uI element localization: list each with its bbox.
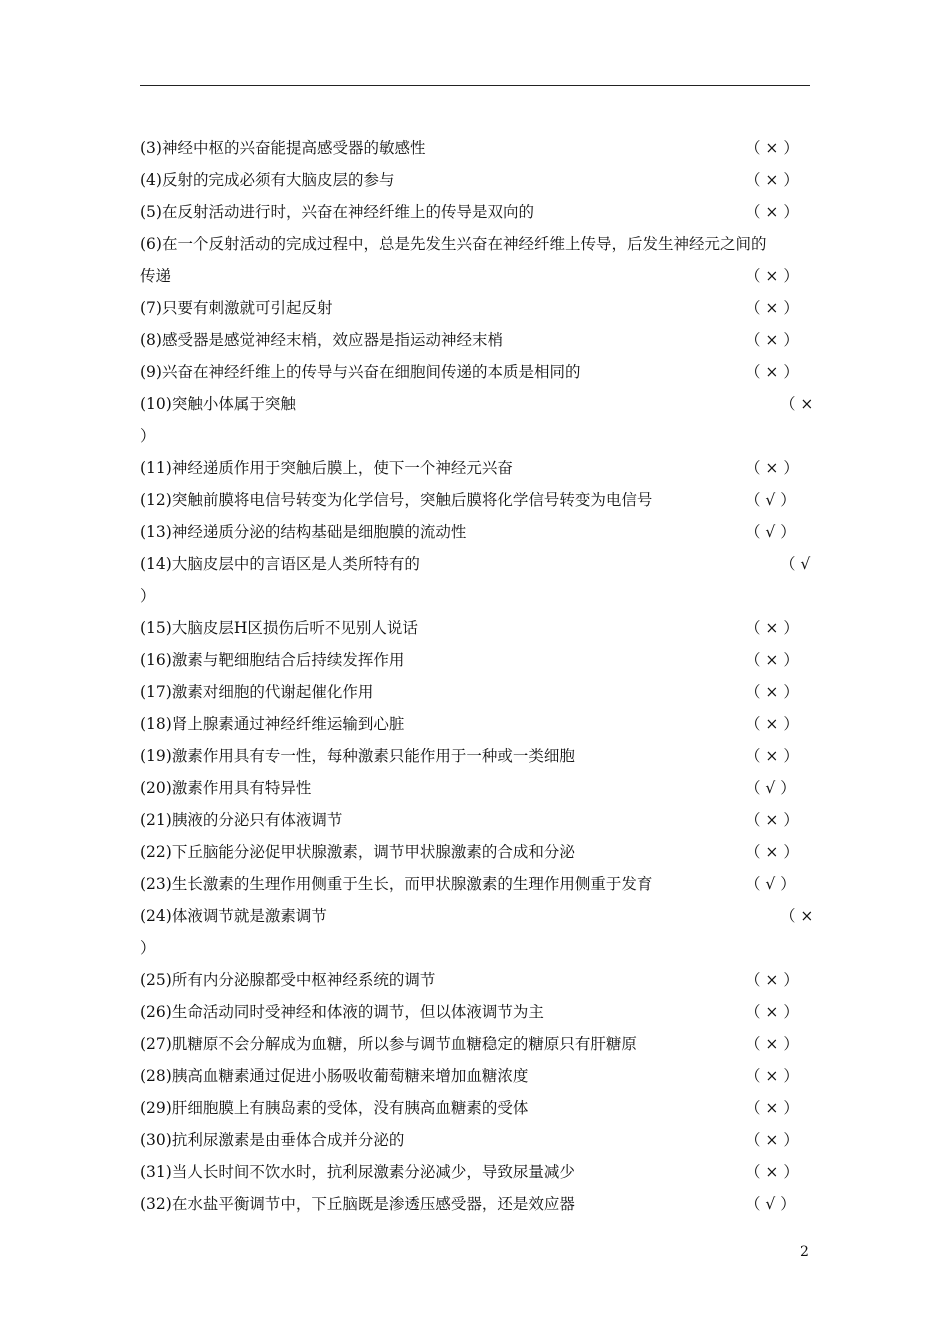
answer-mark: （ × ） — [745, 459, 799, 477]
statement-text: ） — [140, 587, 156, 605]
statement-text: (22)下丘脑能分泌促甲状腺激素，调节甲状腺激素的合成和分泌 — [140, 843, 575, 861]
answer-mark: （ √ ） — [745, 779, 796, 797]
statement-text: (14)大脑皮层中的言语区是人类所特有的 — [140, 555, 420, 573]
statement-text: (24)体液调节就是激素调节 — [140, 907, 327, 925]
statement-text: (25)所有内分泌腺都受中枢神经系统的调节 — [140, 971, 436, 989]
statement-line — [140, 1092, 810, 1124]
statement-text: (9)兴奋在神经纤维上的传导与兴奋在细胞间传递的本质是相同的 — [140, 363, 581, 381]
statement-text: (17)激素对细胞的代谢起催化作用 — [140, 683, 374, 701]
statement-text: (4)反射的完成必须有大脑皮层的参与 — [140, 171, 395, 189]
answer-mark: （ × ） — [745, 139, 799, 157]
answer-mark: （ × ） — [745, 203, 799, 221]
answer-mark: （ × ） — [745, 1067, 799, 1085]
statement-line — [140, 644, 810, 676]
statement-line — [140, 868, 810, 900]
answer-mark: （ × ） — [745, 299, 799, 317]
statement-line — [140, 228, 810, 260]
statement-line — [140, 708, 810, 740]
statement-line — [140, 740, 810, 772]
answer-mark: （ × ） — [745, 171, 799, 189]
answer-mark: （ × ） — [745, 683, 799, 701]
statement-line — [140, 1124, 810, 1156]
statement-line — [140, 324, 810, 356]
statement-line — [140, 1156, 810, 1188]
answer-mark: （ × ） — [745, 811, 799, 829]
statement-text: (27)肌糖原不会分解成为血糖，所以参与调节血糖稳定的糖原只有肝糖原 — [140, 1035, 637, 1053]
statement-line — [140, 420, 810, 452]
header-rule — [140, 85, 810, 86]
answer-mark: （ × ） — [745, 331, 799, 349]
statement-line — [140, 548, 810, 580]
statement-line — [140, 164, 810, 196]
answer-mark: （ × ） — [745, 715, 799, 733]
statement-text: (10)突触小体属于突触 — [140, 395, 296, 413]
statement-text: ） — [140, 427, 156, 445]
statement-text: (26)生命活动同时受神经和体液的调节，但以体液调节为主 — [140, 1003, 544, 1021]
answer-mark: （ √ ） — [745, 1195, 796, 1213]
statement-text: (30)抗利尿激素是由垂体合成并分泌的 — [140, 1131, 405, 1149]
statement-line — [140, 772, 810, 804]
answer-mark: （ × — [780, 395, 814, 413]
statement-text: (6)在一个反射活动的完成过程中，总是先发生兴奋在神经纤维上传导，后发生神经元之间的 — [140, 235, 767, 253]
statement-text: (3)神经中枢的兴奋能提高感受器的敏感性 — [140, 139, 426, 157]
statement-text: (12)突触前膜将电信号转变为化学信号，突触后膜将化学信号转变为电信号 — [140, 491, 653, 509]
answer-mark: （ × ） — [745, 1035, 799, 1053]
page-number: 2 — [800, 1244, 809, 1260]
statement-line — [140, 612, 810, 644]
statement-text: (8)感受器是感觉神经末梢，效应器是指运动神经末梢 — [140, 331, 503, 349]
statement-text: (32)在水盐平衡调节中，下丘脑既是渗透压感受器，还是效应器 — [140, 1195, 575, 1213]
statement-line — [140, 676, 810, 708]
statement-line — [140, 804, 810, 836]
answer-mark: （ √ ） — [745, 491, 796, 509]
statement-text: (11)神经递质作用于突触后膜上，使下一个神经元兴奋 — [140, 459, 513, 477]
answer-mark: （ × ） — [745, 1131, 799, 1149]
answer-mark: （ × ） — [745, 1099, 799, 1117]
statement-line — [140, 900, 814, 932]
statement-line — [140, 932, 810, 964]
statement-line — [140, 1188, 810, 1220]
statement-line — [140, 996, 810, 1028]
statement-line — [140, 1060, 810, 1092]
statement-text: (21)胰液的分泌只有体液调节 — [140, 811, 343, 829]
statement-line — [140, 388, 814, 420]
statement-line — [140, 196, 810, 228]
statement-text: (5)在反射活动进行时，兴奋在神经纤维上的传导是双向的 — [140, 203, 534, 221]
statement-line — [140, 1028, 810, 1060]
statement-line — [140, 836, 810, 868]
statement-line — [140, 580, 810, 612]
answer-mark: （ × ） — [745, 619, 799, 637]
answer-mark: （ × ） — [745, 1163, 799, 1181]
statement-line — [140, 452, 810, 484]
statement-text: (16)激素与靶细胞结合后持续发挥作用 — [140, 651, 405, 669]
statement-text: ） — [140, 939, 156, 957]
statement-line — [140, 260, 810, 292]
statement-text: (23)生长激素的生理作用侧重于生长，而甲状腺激素的生理作用侧重于发育 — [140, 875, 653, 893]
statement-text: (15)大脑皮层H区损伤后听不见别人说话 — [140, 619, 418, 637]
question-list — [140, 132, 814, 1220]
statement-text: (20)激素作用具有特异性 — [140, 779, 312, 797]
statement-text: (31)当人长时间不饮水时，抗利尿激素分泌减少，导致尿量减少 — [140, 1163, 575, 1181]
statement-line — [140, 356, 810, 388]
statement-text: (13)神经递质分泌的结构基础是细胞膜的流动性 — [140, 523, 467, 541]
statement-text: 传递 — [140, 267, 172, 285]
answer-mark: （ √ ） — [745, 875, 796, 893]
answer-mark: （ × ） — [745, 747, 799, 765]
statement-text: (7)只要有刺激就可引起反射 — [140, 299, 333, 317]
statement-line — [140, 964, 810, 996]
answer-mark: （ × ） — [745, 843, 799, 861]
answer-mark: （ √ — [780, 555, 811, 573]
statement-line — [140, 292, 810, 324]
answer-mark: （ × — [780, 907, 814, 925]
statement-line — [140, 132, 810, 164]
answer-mark: （ × ） — [745, 1003, 799, 1021]
answer-mark: （ × ） — [745, 971, 799, 989]
statement-text: (29)肝细胞膜上有胰岛素的受体，没有胰高血糖素的受体 — [140, 1099, 529, 1117]
answer-mark: （ × ） — [745, 267, 799, 285]
statement-text: (18)肾上腺素通过神经纤维运输到心脏 — [140, 715, 405, 733]
answer-mark: （ √ ） — [745, 523, 796, 541]
statement-text: (19)激素作用具有专一性，每种激素只能作用于一种或一类细胞 — [140, 747, 575, 765]
answer-mark: （ × ） — [745, 651, 799, 669]
statement-line — [140, 516, 810, 548]
answer-mark: （ × ） — [745, 363, 799, 381]
statement-text: (28)胰高血糖素通过促进小肠吸收葡萄糖来增加血糖浓度 — [140, 1067, 529, 1085]
statement-line — [140, 484, 810, 516]
